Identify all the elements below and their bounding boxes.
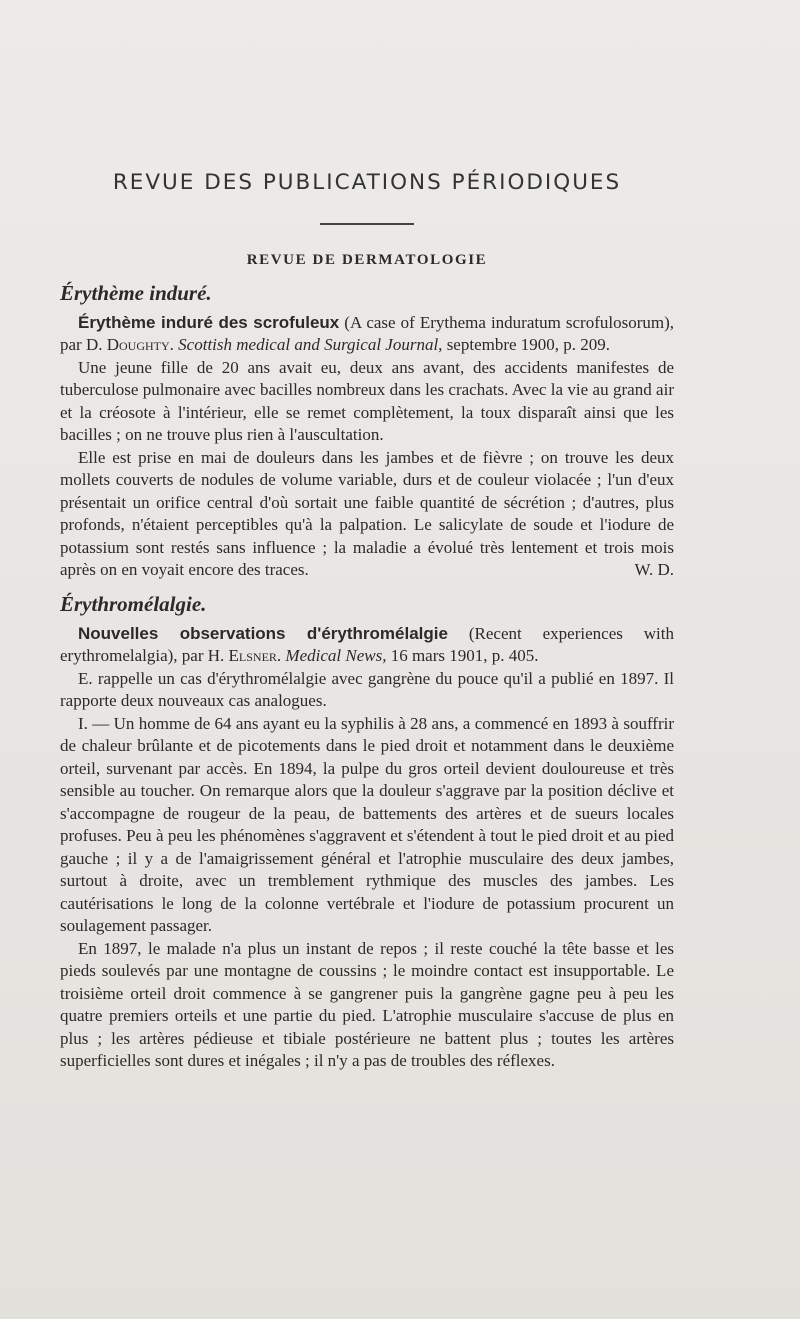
reference-date: 16 mars 1901, p. 405. (386, 646, 539, 665)
article-title: Érythème induré des scrofuleux (78, 312, 340, 332)
author-name: Elsner (228, 646, 277, 665)
paragraph: I. — Un homme de 64 ans ayant eu la syphilis à 28 ans, a commencé en 1893 à souffrir de chaleur brûlante et de picotements dans le pied droit et notamment dans le deuxième orteil, survenant par accès. En 1894, la pulpe du gros orteil devient douloureuse et très sensible au toucher. On remarque alors que la douleur s'aggrave par la position déclive et s'accompagne de rougeur de la peau, de battements des artères et de sueurs locales profuses. Peu à peu les phénomènes s'aggravent et s'étendent à tout le pied droit et au pied gauche ; il y a de l'amaigrissement général et l'atrophie musculaire des deux jambes, surtout à droite, avec un tremblement rythmique des muscles des jambes. Les cautérisations le long de la colonne vertébrale et l'iodure de potassium procurent un soulagement passager. (60, 713, 674, 935)
reference-date: septembre 1900, p. 209. (442, 335, 611, 354)
journal-name: Medical News, (285, 646, 387, 665)
signature: W. D. (634, 560, 674, 579)
paragraph-text: Elle est prise en mai de douleurs dans les jambes et de fièvre ; on trouve les deux mollets couverts de nodules de volume variable, durs et de couleur violacée ; l'un d'eux présentait un orifice central d'où sortait une faible quantité de sécrétion ; d'autres, plus profonds, n'étaient perceptibles qu'à la palpation. Le salicylate de soude et l'iodure de potassium sont restés sans influence ; la maladie a évolué très lentement et trois mois après on en voyait encore des traces. (60, 447, 674, 579)
paragraph: E. rappelle un cas d'érythromélalgie avec gangrène du pouce qu'il a publié en 1897. Il rapporte deux nouveaux cas analogues. (60, 668, 674, 710)
subsection-heading-erytheme: Érythème induré. (60, 280, 212, 305)
journal-name: Scottish medical and Surgical Journal, (178, 335, 443, 354)
paragraph: Une jeune fille de 20 ans avait eu, deux ans avant, des accidents manifestes de tuberculose pulmonaire avec bacilles nombreux dans les crachats. Avec la vie au grand air et la créosote à l'intérieur, elle se remet complètement, la toux disparaît ainsi que les bacilles ; on ne trouve plus rien à l'auscultation. (60, 357, 674, 444)
page-title: REVUE DES PUBLICATIONS PÉRIODIQUES (112, 170, 622, 195)
reference-text: . (169, 335, 179, 354)
article-title: Nouvelles observations d'érythromélalgie (78, 623, 448, 643)
title-rule (320, 223, 414, 225)
author-name: Doughty (106, 335, 170, 354)
reference-text: . (276, 646, 286, 665)
text-column (60, 170, 674, 1073)
reference-text: (Recent experiences with erythromelalgia), par H. (60, 623, 674, 665)
article-reference (60, 623, 674, 668)
paragraph: En 1897, le malade n'a plus un instant de repos ; il reste couché la tête basse et les pieds soulevés par une montagne de coussins ; le moindre contact est insupportable. Le troisième orteil droit commence à se gangrener puis la gangrène gagne peu à peu les quatre premiers orteils et une partie du pied. L'atrophie musculaire s'accuse de plus en plus ; les artères pédieuse et tibiale postérieure ne battent plus ; toutes les artères superficielles sont dures et inégales ; il n'y a pas de troubles des réflexes. (60, 938, 674, 1070)
subsection-heading-erythromelalgie: Érythromélalgie. (60, 591, 207, 616)
article-reference (60, 312, 674, 357)
section-title: REVUE DE DERMATOLOGIE (246, 251, 488, 268)
reference-text: (A case of Erythema induratum scrofulosorum), par D. (60, 312, 674, 354)
